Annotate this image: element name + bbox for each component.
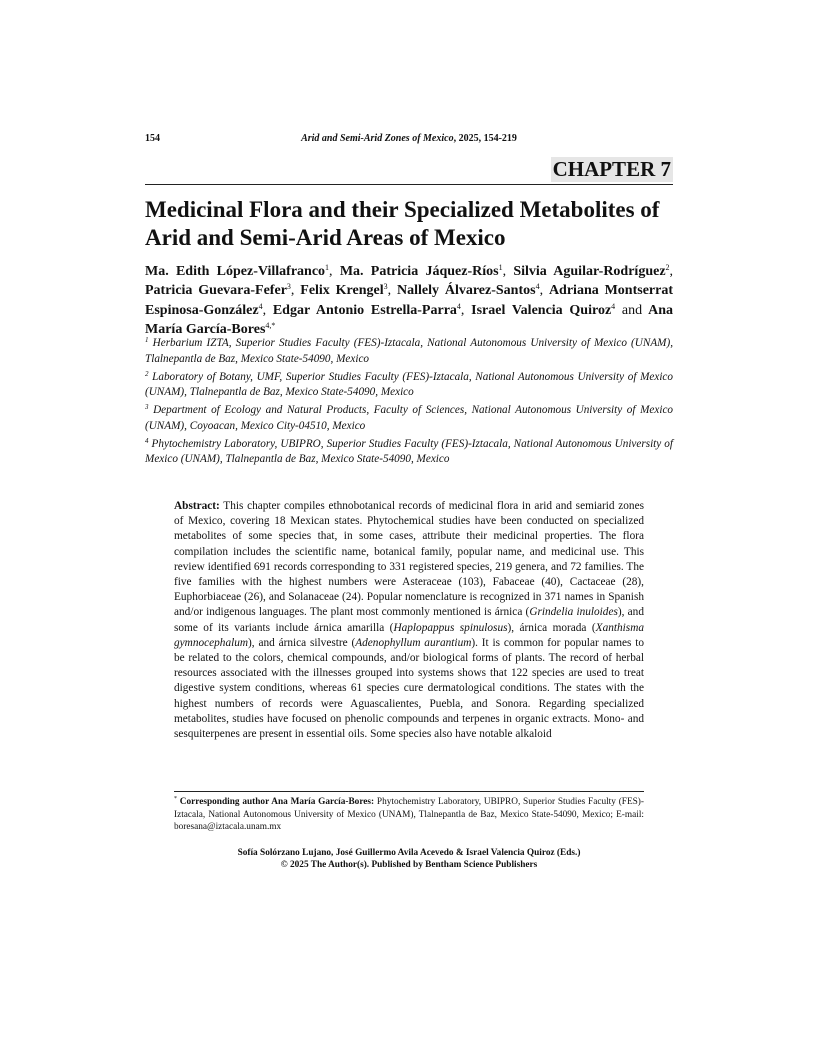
author: Adriana Montserrat Espinosa-González [145, 283, 673, 318]
author-affiliation-mark: 1 [325, 263, 330, 272]
abstract-text: ). It is common for popular names to be related to the colors, chemical compounds, and/or biological forms of plants. The record of herbal resources associated with the illnesses grouped into systems shows that 122 species are used to treat digestive system conditions, whereas 61 species cure dermatological conditions. The states with the highest numbers of records were Aguascalientes, Puebla, and Sonora. Regarding specialized metabolites, studies have focused on phenolic compounds and terpenes in organic extracts. Mono- and sesquiterpenes are present in essential oils. Some species also have notable alkaloid [174, 636, 645, 741]
author-list: Ma. Edith López-Villafranco$^1$, Ma. Patricia Jáquez-Ríos$^1$, Silvia Aguilar-Rodríguez$^2$, Patricia Guevara-Fefer$^3$, Felix Krengel$^3$, Nallely Álvarez-Santos$^4$, Adriana Montserrat Espinosa-González$^4$, Edgar Antonio Estrella-Parra$^4$, Israel Valencia Quiroz$^4$ and Ana María García-Bores$^{4,*}$ [145, 263, 674, 338]
abstract-text: ), and some of its variants include árnica amarilla ( [174, 606, 644, 634]
footnote-label: Corresponding author Ana María García-Bores: [179, 797, 375, 807]
author: Silvia Aguilar-Rodríguez [513, 264, 666, 279]
affiliation-text: Phytochemistry Laboratory, UBIPRO, Superior Studies Faculty (FES)-Iztacala, National Autonomous University of Mexico (UNAM), Tlalnepantla de Baz, Mexico State-54090, Mexico [145, 437, 674, 465]
species-name: Haplopappus spinulosus [393, 621, 508, 634]
author-affiliation-mark: 4 [456, 301, 461, 311]
author: Ma. Edith López-Villafranco [145, 264, 326, 279]
journal-year-pages: , 2025, 154-219 [453, 133, 517, 144]
author-affiliation-mark: 4,* [265, 321, 276, 331]
author-affiliation-mark: 3 [286, 282, 291, 292]
affiliation-number: 1 [145, 336, 149, 344]
chapter-banner [145, 157, 673, 185]
author: Israel Valencia Quiroz [471, 302, 612, 318]
author-affiliation-mark: 2 [665, 263, 670, 272]
affiliation-text: Department of Ecology and Natural Products, Faculty of Sciences, National Autonomous University of Mexico (UNAM), Coyoacan, Mexico City-04510, Mexico [145, 404, 674, 432]
abstract-text: This chapter compiles ethnobotanical records of medicinal flora in arid and semiarid zones of Mexico, covering 18 Mexican states. Phytochemical studies have been conducted on specialized metabolites of some species that, in some cases, attribute their medicinal properties. The flora compilation includes the scientific name, botanical family, popular name, and medicinal use. This review identified 691 records corresponding to 331 registered species, 219 genera, and 72 families. The five families with the highest numbers were Asteraceae (103), Fabaceae (40), Cactaceae (28), Euphorbiaceae (26), and Solanaceae (24). Popular nomenclature is recognized in 371 names in Spanish and/or indigenous languages. The plant most commonly mentioned is árnica ( [174, 500, 644, 619]
page-number: 154 [145, 133, 160, 144]
editors-line: Sofía Solórzano Lujano, José Guillermo Avila Acevedo & Israel Valencia Quiroz (Eds.) [237, 848, 581, 858]
affiliation [145, 336, 673, 367]
author-affiliation-mark: 3 [383, 282, 388, 292]
journal-name: Arid and Semi-Arid Zones of Mexico [301, 133, 454, 144]
copyright-line: © 2025 The Author(s). Published by Bentham Science Publishers [280, 860, 538, 870]
species-name: Adenophyllum aurantium [355, 636, 472, 649]
affiliation [145, 370, 673, 401]
journal-citation [145, 133, 673, 144]
running-header [145, 133, 673, 149]
author: Ana María García-Bores [145, 302, 674, 338]
chapter-title: Medicinal Flora and their Specialized Metabolites of Arid and Semi-Arid Areas of Mexico [145, 197, 660, 250]
author: Felix Krengel [300, 283, 384, 299]
chapter-label: CHAPTER 7 [552, 157, 671, 181]
author: Nallely Álvarez-Santos [396, 283, 536, 299]
footnote-mark: * [174, 796, 177, 802]
author-affiliation-mark: 4 [535, 282, 540, 292]
affiliation [145, 403, 673, 434]
abstract [174, 499, 644, 742]
affiliations [145, 336, 673, 470]
abstract-text: ), árnica morada ( [507, 621, 596, 634]
footnote-divider [174, 791, 644, 792]
corresponding-author-footnote [174, 796, 644, 834]
affiliation-number: 4 [145, 436, 149, 445]
author-affiliation-mark: 4 [611, 301, 616, 311]
author: Ma. Patricia Jáquez-Ríos [339, 264, 499, 279]
author-connector: and [621, 302, 643, 318]
affiliation-number: 3 [145, 403, 149, 411]
affiliation-text: Laboratory of Botany, UMF, Superior Studies Faculty (FES)-Iztacala, National Autonomous University of Mexico (UNAM), Tlalnepantla de Baz, Mexico State-54090, Mexico [145, 370, 673, 398]
footnote-text: Phytochemistry Laboratory, UBIPRO, Superior Studies Faculty (FES)-Iztacala, National Autonomous University of Mexico (UNAM), Tlalnepantla de Baz, Mexico State-54090, Mexico; E-mail: boresana@iztacala.unam.mx [174, 797, 645, 833]
abstract-text: ), and árnica silvestre ( [248, 636, 356, 649]
author-affiliation-mark: 4 [258, 301, 263, 311]
affiliation-text: Herbarium IZTA, Superior Studies Faculty (FES)-Iztacala, National Autonomous University of Mexico (UNAM), Tlalnepantla de Baz, Mexico State-54090, Mexico [145, 337, 674, 365]
author: Patricia Guevara-Fefer [145, 283, 287, 299]
species-name: Xanthisma gymnocephalum [174, 621, 644, 649]
author: Edgar Antonio Estrella-Parra [272, 302, 457, 318]
abstract-label: Abstract: [174, 500, 220, 512]
species-name: Grindelia inuloides [529, 606, 618, 619]
affiliation [145, 437, 673, 468]
affiliation-number: 2 [145, 369, 149, 378]
author-affiliation-mark: 1 [498, 263, 503, 272]
book-credits [145, 847, 673, 871]
